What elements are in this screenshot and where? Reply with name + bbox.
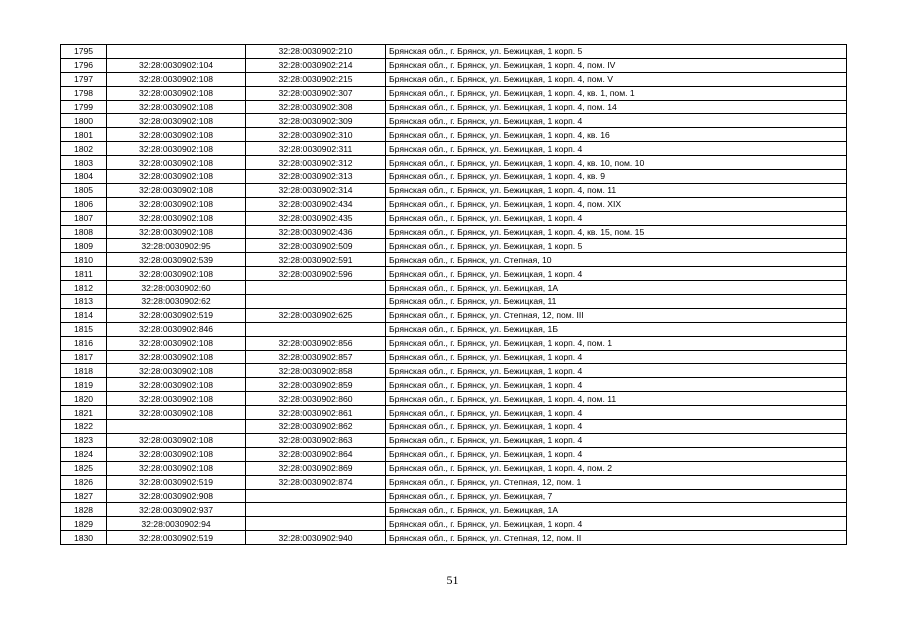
cadastral-number-cell: 32:28:0030902:108 — [107, 197, 246, 211]
row-number-cell: 1812 — [61, 281, 107, 295]
object-cadastral-number-cell: 32:28:0030902:864 — [246, 447, 386, 461]
cadastral-number-cell: 32:28:0030902:908 — [107, 489, 246, 503]
row-number-cell: 1815 — [61, 322, 107, 336]
address-cell: Брянская обл., г. Брянск, ул. Бежицкая, 1 корп. 4, пом. 2 — [386, 461, 847, 475]
object-cadastral-number-cell: 32:28:0030902:874 — [246, 475, 386, 489]
address-cell: Брянская обл., г. Брянск, ул. Степная, 10 — [386, 253, 847, 267]
row-number-cell: 1796 — [61, 58, 107, 72]
address-cell: Брянская обл., г. Брянск, ул. Бежицкая, 1 корп. 4, пом. 1 — [386, 336, 847, 350]
cadastral-number-cell: 32:28:0030902:108 — [107, 128, 246, 142]
table-row — [61, 100, 847, 114]
object-cadastral-number-cell: 32:28:0030902:314 — [246, 183, 386, 197]
table-row — [61, 197, 847, 211]
cadastral-number-cell: 32:28:0030902:108 — [107, 183, 246, 197]
table-row — [61, 183, 847, 197]
table-row — [61, 517, 847, 531]
table-row — [61, 322, 847, 336]
address-cell: Брянская обл., г. Брянск, ул. Бежицкая, 1 корп. 5 — [386, 239, 847, 253]
table-row — [61, 114, 847, 128]
object-cadastral-number-cell — [246, 489, 386, 503]
row-number-cell: 1818 — [61, 364, 107, 378]
object-cadastral-number-cell — [246, 503, 386, 517]
object-cadastral-number-cell: 32:28:0030902:858 — [246, 364, 386, 378]
address-cell: Брянская обл., г. Брянск, ул. Бежицкая, 1 корп. 4, пом. 11 — [386, 392, 847, 406]
table-row — [61, 475, 847, 489]
row-number-cell: 1827 — [61, 489, 107, 503]
row-number-cell: 1808 — [61, 225, 107, 239]
object-cadastral-number-cell: 32:28:0030902:214 — [246, 58, 386, 72]
page-number: 51 — [446, 573, 459, 587]
object-cadastral-number-cell: 32:28:0030902:856 — [246, 336, 386, 350]
address-cell: Брянская обл., г. Брянск, ул. Степная, 12, пом. 1 — [386, 475, 847, 489]
address-cell: Брянская обл., г. Брянск, ул. Бежицкая, 1 корп. 4, кв. 1, пом. 1 — [386, 86, 847, 100]
row-number-cell: 1814 — [61, 308, 107, 322]
table-row — [61, 156, 847, 170]
cadastral-number-cell: 32:28:0030902:108 — [107, 86, 246, 100]
address-cell: Брянская обл., г. Брянск, ул. Бежицкая, 1 корп. 4, пом. 11 — [386, 183, 847, 197]
row-number-cell: 1816 — [61, 336, 107, 350]
object-cadastral-number-cell: 32:28:0030902:596 — [246, 267, 386, 281]
address-cell: Брянская обл., г. Брянск, ул. Бежицкая, 1 корп. 4, кв. 16 — [386, 128, 847, 142]
row-number-cell: 1804 — [61, 170, 107, 184]
cadastral-number-cell: 32:28:0030902:108 — [107, 142, 246, 156]
address-cell: Брянская обл., г. Брянск, ул. Бежицкая, 1 корп. 4 — [386, 114, 847, 128]
cadastral-number-cell: 32:28:0030902:108 — [107, 350, 246, 364]
address-cell: Брянская обл., г. Брянск, ул. Бежицкая, 1 корп. 4 — [386, 433, 847, 447]
table-row — [61, 239, 847, 253]
object-cadastral-number-cell: 32:28:0030902:869 — [246, 461, 386, 475]
table-row — [61, 447, 847, 461]
object-cadastral-number-cell: 32:28:0030902:509 — [246, 239, 386, 253]
row-number-cell: 1806 — [61, 197, 107, 211]
row-number-cell: 1795 — [61, 45, 107, 59]
object-cadastral-number-cell: 32:28:0030902:861 — [246, 406, 386, 420]
table-row — [61, 45, 847, 59]
table-body — [61, 45, 847, 545]
address-cell: Брянская обл., г. Брянск, ул. Бежицкая, 1 корп. 5 — [386, 45, 847, 59]
address-cell: Брянская обл., г. Брянск, ул. Бежицкая, 11 — [386, 295, 847, 309]
table-row — [61, 392, 847, 406]
row-number-cell: 1798 — [61, 86, 107, 100]
table-row — [61, 142, 847, 156]
address-cell: Брянская обл., г. Брянск, ул. Бежицкая, 1 корп. 4 — [386, 517, 847, 531]
table-row — [61, 350, 847, 364]
table-row — [61, 461, 847, 475]
address-cell: Брянская обл., г. Брянск, ул. Бежицкая, 1 корп. 4, пом. IV — [386, 58, 847, 72]
cadastral-number-cell: 32:28:0030902:108 — [107, 267, 246, 281]
table-row — [61, 406, 847, 420]
object-cadastral-number-cell: 32:28:0030902:857 — [246, 350, 386, 364]
table-row — [61, 336, 847, 350]
table-row — [61, 281, 847, 295]
table-row — [61, 531, 847, 545]
row-number-cell: 1822 — [61, 420, 107, 434]
address-cell: Брянская обл., г. Брянск, ул. Степная, 12, пом. III — [386, 308, 847, 322]
table-row — [61, 225, 847, 239]
row-number-cell: 1800 — [61, 114, 107, 128]
cadastral-number-cell: 32:28:0030902:104 — [107, 58, 246, 72]
table-row — [61, 295, 847, 309]
address-cell: Брянская обл., г. Брянск, ул. Бежицкая, 1А — [386, 281, 847, 295]
cadastral-number-cell: 32:28:0030902:108 — [107, 114, 246, 128]
object-cadastral-number-cell: 32:28:0030902:309 — [246, 114, 386, 128]
object-cadastral-number-cell: 32:28:0030902:863 — [246, 433, 386, 447]
row-number-cell: 1825 — [61, 461, 107, 475]
object-cadastral-number-cell — [246, 281, 386, 295]
table-row — [61, 433, 847, 447]
object-cadastral-number-cell: 32:28:0030902:210 — [246, 45, 386, 59]
object-cadastral-number-cell: 32:28:0030902:940 — [246, 531, 386, 545]
address-cell: Брянская обл., г. Брянск, ул. Бежицкая, 1 корп. 4, кв. 10, пом. 10 — [386, 156, 847, 170]
row-number-cell: 1817 — [61, 350, 107, 364]
cadastral-number-cell: 32:28:0030902:108 — [107, 156, 246, 170]
object-cadastral-number-cell — [246, 322, 386, 336]
object-cadastral-number-cell: 32:28:0030902:313 — [246, 170, 386, 184]
table-row — [61, 503, 847, 517]
cadastral-number-cell: 32:28:0030902:60 — [107, 281, 246, 295]
address-cell: Брянская обл., г. Брянск, ул. Бежицкая, 1А — [386, 503, 847, 517]
row-number-cell: 1803 — [61, 156, 107, 170]
cadastral-number-cell — [107, 45, 246, 59]
row-number-cell: 1805 — [61, 183, 107, 197]
cadastral-number-cell: 32:28:0030902:108 — [107, 364, 246, 378]
object-cadastral-number-cell: 32:28:0030902:625 — [246, 308, 386, 322]
cadastral-number-cell: 32:28:0030902:539 — [107, 253, 246, 267]
cadastral-number-cell: 32:28:0030902:108 — [107, 211, 246, 225]
table-row — [61, 364, 847, 378]
row-number-cell: 1829 — [61, 517, 107, 531]
cadastral-number-cell: 32:28:0030902:94 — [107, 517, 246, 531]
row-number-cell: 1823 — [61, 433, 107, 447]
cadastral-number-cell: 32:28:0030902:519 — [107, 531, 246, 545]
table-row — [61, 308, 847, 322]
cadastral-number-cell: 32:28:0030902:108 — [107, 406, 246, 420]
address-cell: Брянская обл., г. Брянск, ул. Бежицкая, 1 корп. 4 — [386, 420, 847, 434]
address-cell: Брянская обл., г. Брянск, ул. Бежицкая, 1 корп. 4 — [386, 364, 847, 378]
object-cadastral-number-cell: 32:28:0030902:862 — [246, 420, 386, 434]
row-number-cell: 1830 — [61, 531, 107, 545]
object-cadastral-number-cell: 32:28:0030902:307 — [246, 86, 386, 100]
cadastral-number-cell: 32:28:0030902:108 — [107, 336, 246, 350]
object-cadastral-number-cell: 32:28:0030902:308 — [246, 100, 386, 114]
cadastral-number-cell: 32:28:0030902:108 — [107, 170, 246, 184]
object-cadastral-number-cell — [246, 517, 386, 531]
cadastral-number-cell: 32:28:0030902:108 — [107, 392, 246, 406]
cadastral-number-cell: 32:28:0030902:846 — [107, 322, 246, 336]
address-cell: Брянская обл., г. Брянск, ул. Бежицкая, 1 корп. 4, пом. 14 — [386, 100, 847, 114]
object-cadastral-number-cell: 32:28:0030902:311 — [246, 142, 386, 156]
row-number-cell: 1807 — [61, 211, 107, 225]
table-row — [61, 86, 847, 100]
object-cadastral-number-cell: 32:28:0030902:436 — [246, 225, 386, 239]
address-cell: Брянская обл., г. Брянск, ул. Бежицкая, 7 — [386, 489, 847, 503]
object-cadastral-number-cell: 32:28:0030902:312 — [246, 156, 386, 170]
object-cadastral-number-cell: 32:28:0030902:215 — [246, 72, 386, 86]
cadastral-number-cell: 32:28:0030902:108 — [107, 433, 246, 447]
table-row — [61, 267, 847, 281]
cadastral-table — [60, 44, 847, 545]
address-cell: Брянская обл., г. Брянск, ул. Бежицкая, 1 корп. 4, пом. XIX — [386, 197, 847, 211]
object-cadastral-number-cell: 32:28:0030902:859 — [246, 378, 386, 392]
row-number-cell: 1809 — [61, 239, 107, 253]
row-number-cell: 1819 — [61, 378, 107, 392]
row-number-cell: 1813 — [61, 295, 107, 309]
object-cadastral-number-cell: 32:28:0030902:310 — [246, 128, 386, 142]
row-number-cell: 1801 — [61, 128, 107, 142]
cadastral-number-cell: 32:28:0030902:108 — [107, 378, 246, 392]
row-number-cell: 1828 — [61, 503, 107, 517]
cadastral-number-cell — [107, 420, 246, 434]
row-number-cell: 1811 — [61, 267, 107, 281]
table-row — [61, 170, 847, 184]
address-cell: Брянская обл., г. Брянск, ул. Бежицкая, 1Б — [386, 322, 847, 336]
address-cell: Брянская обл., г. Брянск, ул. Степная, 12, пом. II — [386, 531, 847, 545]
cadastral-number-cell: 32:28:0030902:108 — [107, 100, 246, 114]
cadastral-number-cell: 32:28:0030902:519 — [107, 475, 246, 489]
cadastral-number-cell: 32:28:0030902:108 — [107, 225, 246, 239]
table-row — [61, 72, 847, 86]
cadastral-number-cell: 32:28:0030902:108 — [107, 72, 246, 86]
object-cadastral-number-cell: 32:28:0030902:591 — [246, 253, 386, 267]
address-cell: Брянская обл., г. Брянск, ул. Бежицкая, 1 корп. 4 — [386, 211, 847, 225]
address-cell: Брянская обл., г. Брянск, ул. Бежицкая, 1 корп. 4 — [386, 447, 847, 461]
row-number-cell: 1810 — [61, 253, 107, 267]
address-cell: Брянская обл., г. Брянск, ул. Бежицкая, 1 корп. 4 — [386, 142, 847, 156]
address-cell: Брянская обл., г. Брянск, ул. Бежицкая, 1 корп. 4 — [386, 350, 847, 364]
cadastral-number-cell: 32:28:0030902:62 — [107, 295, 246, 309]
table-row — [61, 378, 847, 392]
address-cell: Брянская обл., г. Брянск, ул. Бежицкая, 1 корп. 4 — [386, 267, 847, 281]
object-cadastral-number-cell: 32:28:0030902:435 — [246, 211, 386, 225]
cadastral-number-cell: 32:28:0030902:108 — [107, 461, 246, 475]
row-number-cell: 1826 — [61, 475, 107, 489]
row-number-cell: 1824 — [61, 447, 107, 461]
address-cell: Брянская обл., г. Брянск, ул. Бежицкая, 1 корп. 4 — [386, 406, 847, 420]
object-cadastral-number-cell: 32:28:0030902:860 — [246, 392, 386, 406]
table-row — [61, 253, 847, 267]
table-row — [61, 211, 847, 225]
address-cell: Брянская обл., г. Брянск, ул. Бежицкая, 1 корп. 4, кв. 15, пом. 15 — [386, 225, 847, 239]
object-cadastral-number-cell: 32:28:0030902:434 — [246, 197, 386, 211]
table-row — [61, 489, 847, 503]
cadastral-number-cell: 32:28:0030902:937 — [107, 503, 246, 517]
row-number-cell: 1797 — [61, 72, 107, 86]
row-number-cell: 1821 — [61, 406, 107, 420]
address-cell: Брянская обл., г. Брянск, ул. Бежицкая, 1 корп. 4 — [386, 378, 847, 392]
table-row — [61, 128, 847, 142]
row-number-cell: 1820 — [61, 392, 107, 406]
cadastral-number-cell: 32:28:0030902:95 — [107, 239, 246, 253]
address-cell: Брянская обл., г. Брянск, ул. Бежицкая, 1 корп. 4, кв. 9 — [386, 170, 847, 184]
address-cell: Брянская обл., г. Брянск, ул. Бежицкая, 1 корп. 4, пом. V — [386, 72, 847, 86]
row-number-cell: 1799 — [61, 100, 107, 114]
table-row — [61, 58, 847, 72]
cadastral-number-cell: 32:28:0030902:519 — [107, 308, 246, 322]
object-cadastral-number-cell — [246, 295, 386, 309]
row-number-cell: 1802 — [61, 142, 107, 156]
cadastral-number-cell: 32:28:0030902:108 — [107, 447, 246, 461]
table-row — [61, 420, 847, 434]
